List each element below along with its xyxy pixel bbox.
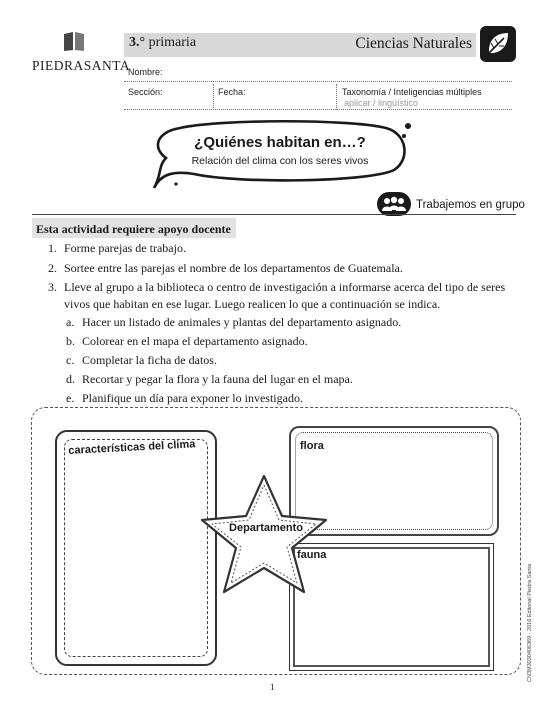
fauna-label: fauna: [297, 549, 327, 561]
page-subtitle: Relación del clima con los seres vivos: [191, 155, 369, 167]
group-icon: [377, 192, 411, 216]
field-divider: [213, 84, 214, 110]
department-star: [198, 472, 330, 596]
substep-text: Completar la ficha de datos.: [82, 353, 217, 367]
climate-card-inner: [64, 439, 208, 657]
page-number: 1: [270, 682, 275, 692]
department-label: Departamento: [229, 522, 303, 534]
list-item: [66, 390, 516, 407]
step-marker: 2.: [48, 261, 57, 275]
list-item: [48, 260, 518, 277]
substep-marker: d.: [66, 372, 75, 386]
list-item: [48, 240, 518, 257]
book-icon: [62, 30, 86, 52]
list-item: [48, 279, 518, 313]
step-marker: 3.: [48, 280, 57, 294]
substep-text: Hacer un listado de animales y plantas del departamento asignado.: [82, 315, 402, 329]
name-line: [124, 81, 512, 82]
section-field-label: Sección:: [128, 87, 163, 97]
activity-heading: Esta actividad requiere apoyo docente: [36, 222, 231, 236]
section-line: [124, 109, 512, 110]
date-field-label: Fecha:: [218, 87, 246, 97]
step-text: Forme parejas de trabajo.: [64, 241, 186, 255]
substep-marker: c.: [66, 353, 75, 367]
field-divider: [336, 84, 337, 110]
page-title: ¿Quiénes habitan en…?: [194, 134, 366, 151]
subject-title: Ciencias Naturales: [355, 35, 472, 52]
taxonomy-hint: aplicar / lingüístico: [344, 98, 419, 108]
grade-number: 3.°: [129, 35, 146, 50]
section-rule: [32, 214, 516, 215]
publisher-logo: PIEDRASANTA: [32, 58, 131, 73]
grade-label: [129, 35, 196, 51]
step-marker: 1.: [48, 241, 57, 255]
list-item: [66, 314, 516, 331]
step-text: Lleve al grupo a la biblioteca o centro de investigación a informarse acerca del tipo de seres: [64, 280, 506, 294]
flora-label: flora: [300, 440, 324, 452]
list-item: [66, 371, 516, 388]
substep-text: Colorear en el mapa el departamento asignado.: [82, 334, 308, 348]
subject-badge: [480, 26, 516, 62]
name-field-label: Nombre:: [128, 67, 163, 77]
step-text: Sortee entre las parejas el nombre de los departamentos de Guatemala.: [64, 261, 403, 275]
leaf-icon: [480, 26, 516, 62]
grade-text: primaria: [148, 35, 197, 50]
substep-text: Recortar y pegar la flora y la fauna del lugar en el mapa.: [82, 372, 353, 386]
list-item: [66, 352, 516, 369]
title-cloud: [150, 118, 412, 190]
group-work-label: Trabajemos en grupo: [416, 199, 525, 211]
substep-marker: e.: [66, 391, 75, 405]
list-item: [66, 333, 516, 350]
side-code: CN3M3030406369 · 2016 Editorial Piedra Santa: [527, 563, 533, 682]
climate-label: características del clima: [68, 438, 196, 457]
substep-marker: b.: [66, 334, 75, 348]
taxonomy-label: Taxonomía / Inteligencias múltiples: [342, 87, 482, 97]
substep-text: Planifique un día para exponer lo investigado.: [82, 391, 303, 405]
substep-marker: a.: [66, 315, 75, 329]
step-text: vivos que habitan en ese lugar. Luego realicen lo que a continuación se indica.: [64, 297, 441, 311]
